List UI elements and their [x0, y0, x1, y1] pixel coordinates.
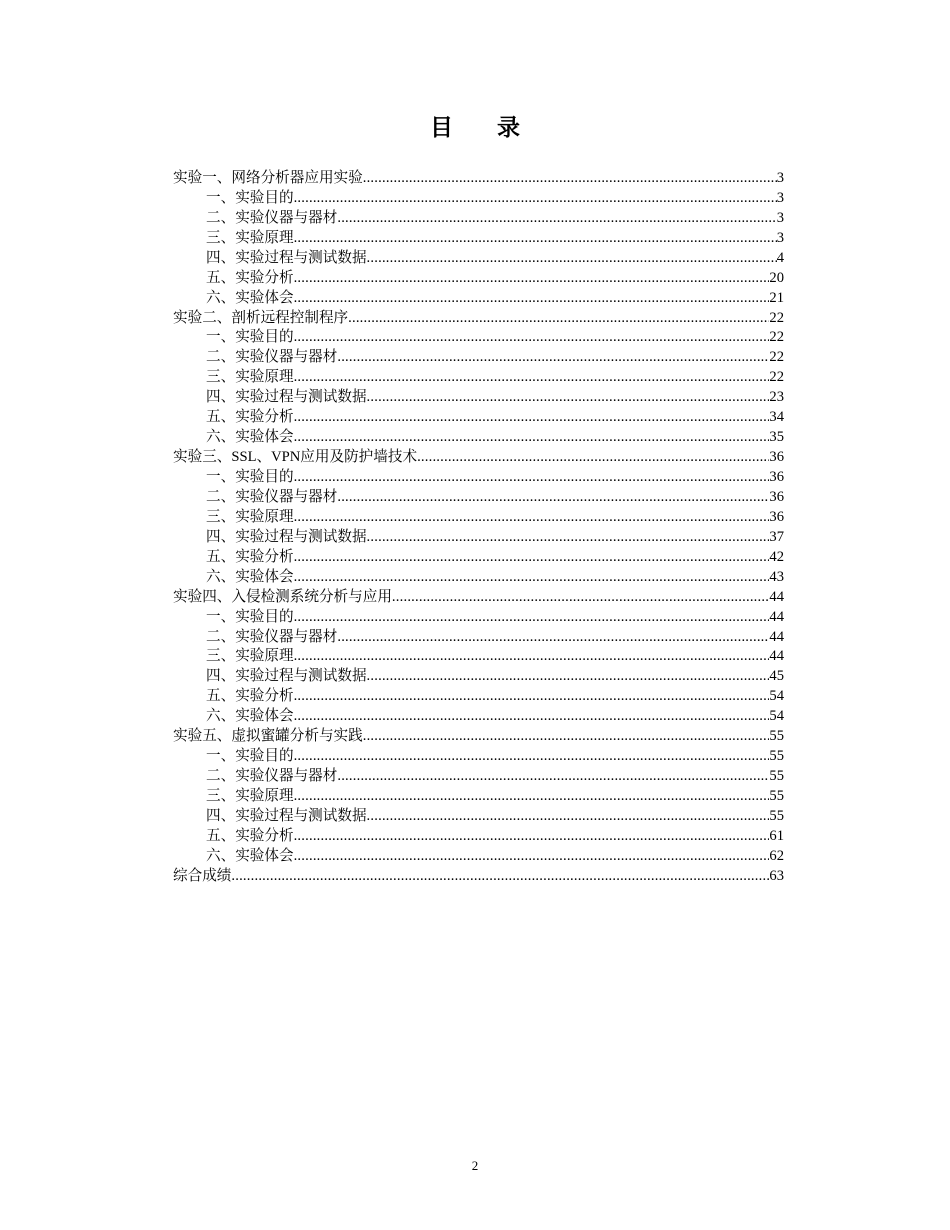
- toc-section-entry[interactable]: [173, 288, 784, 308]
- toc-entry-label: 一、实验目的: [206, 469, 294, 485]
- toc-entry-label: 三、实验原理: [206, 369, 294, 386]
- toc-dot-leader: [294, 428, 770, 447]
- toc-section-entry[interactable]: [173, 746, 784, 766]
- toc-entry-page-number: 62: [769, 847, 784, 864]
- toc-section-entry[interactable]: [173, 188, 784, 208]
- toc-entry-label: 六、实验体会: [206, 429, 294, 446]
- toc-dot-leader: [392, 588, 769, 607]
- toc-entry-page-number: 22: [769, 309, 784, 326]
- toc-dot-leader: [294, 548, 770, 567]
- toc-section-entry[interactable]: [173, 328, 784, 348]
- toc-chapter-entry[interactable]: [173, 447, 784, 467]
- toc-entry-label: 四、实验过程与测试数据: [206, 807, 367, 824]
- toc-entry-label: 一、实验目的: [206, 608, 294, 625]
- toc-dot-leader: [367, 667, 770, 686]
- toc-dot-leader: [294, 647, 770, 666]
- toc-dot-leader: [294, 508, 770, 527]
- toc-section-entry[interactable]: [173, 627, 784, 647]
- toc-entry-page-number: 22: [769, 329, 784, 346]
- toc-entry-label: 实验二、剖析远程控制程序: [173, 309, 349, 326]
- toc-entry-label: 二、实验仪器与器材: [206, 768, 338, 785]
- toc-dot-leader: [294, 328, 770, 347]
- toc-entry-label: 实验四、入侵检测系统分析与应用: [173, 588, 392, 605]
- toc-section-entry[interactable]: [173, 826, 784, 846]
- toc-entry-page-number: 54: [769, 688, 784, 705]
- toc-entry-page-number: 36: [769, 469, 784, 485]
- toc-section-entry[interactable]: [173, 666, 784, 686]
- toc-entry-label: 一、实验目的: [206, 189, 294, 206]
- toc-dot-leader: [294, 408, 770, 427]
- toc-entry-page-number: 55: [769, 748, 784, 765]
- toc-entry-page-number: 44: [769, 628, 784, 645]
- toc-dot-leader: [294, 687, 770, 706]
- toc-entry-page-number: 4: [776, 249, 784, 266]
- toc-section-entry[interactable]: [173, 766, 784, 786]
- toc-entry-label: 六、实验体会: [206, 568, 294, 585]
- toc-entry-label: 实验五、虚拟蜜罐分析与实践: [173, 728, 363, 745]
- toc-chapter-entry[interactable]: [173, 587, 784, 607]
- toc-dot-leader: [294, 568, 770, 587]
- toc-entry-page-number: 43: [769, 568, 784, 585]
- toc-entry-page-number: 36: [769, 508, 784, 525]
- toc-section-entry[interactable]: [173, 647, 784, 667]
- toc-dot-leader: [337, 767, 769, 786]
- toc-dot-leader: [417, 448, 769, 467]
- toc-entry-label: 实验一、网络分析器应用实验: [173, 169, 363, 186]
- toc-dot-leader: [294, 289, 770, 308]
- toc-dot-leader: [367, 249, 777, 268]
- toc-dot-leader: [367, 807, 770, 826]
- toc-entry-page-number: 63: [769, 867, 784, 884]
- toc-entry-page-number: 55: [769, 728, 784, 745]
- toc-section-entry[interactable]: [173, 347, 784, 367]
- toc-entry-page-number: 61: [769, 827, 784, 844]
- toc-dot-leader: [367, 528, 770, 547]
- toc-dot-leader: [367, 388, 770, 407]
- toc-dot-leader: [363, 169, 777, 188]
- toc-entry-label: 二、实验仪器与器材: [206, 628, 338, 645]
- toc-entry-page-number: 44: [769, 588, 784, 605]
- toc-chapter-entry[interactable]: [173, 168, 784, 188]
- toc-entry-page-number: 22: [769, 369, 784, 386]
- toc-entry-page-number: 55: [769, 807, 784, 824]
- toc-dot-leader: [337, 348, 769, 367]
- toc-section-entry[interactable]: [173, 467, 784, 487]
- toc-entry-page-number: 45: [769, 668, 784, 685]
- toc-section-entry[interactable]: [173, 846, 784, 866]
- toc-entry-label: 六、实验体会: [206, 708, 294, 725]
- toc-entry-page-number: 34: [769, 409, 784, 426]
- toc-entry-label: 一、实验目的: [206, 748, 294, 765]
- toc-entry-page-number: 36: [769, 449, 784, 466]
- toc-section-entry[interactable]: [173, 367, 784, 387]
- toc-dot-leader: [337, 488, 769, 507]
- toc-dot-leader: [348, 309, 769, 328]
- toc-section-entry[interactable]: [173, 407, 784, 427]
- toc-section-entry[interactable]: [173, 686, 784, 706]
- toc-section-entry[interactable]: [173, 387, 784, 407]
- toc-entry-label: 四、实验过程与测试数据: [206, 528, 367, 545]
- toc-entry-label: 二、实验仪器与器材: [206, 488, 338, 505]
- toc-entry-label: 二、实验仪器与器材: [206, 209, 338, 226]
- toc-entry-page-number: 20: [769, 269, 784, 286]
- toc-dot-leader: [294, 468, 770, 487]
- table-of-contents: [173, 168, 784, 886]
- toc-entry-page-number: 3: [776, 229, 784, 246]
- toc-dot-leader: [231, 867, 769, 886]
- toc-dot-leader: [294, 189, 777, 208]
- toc-dot-leader: [337, 628, 769, 647]
- toc-entry-label: 三、实验原理: [206, 648, 294, 665]
- toc-entry-label: 二、实验仪器与器材: [206, 349, 338, 366]
- toc-section-entry[interactable]: [173, 527, 784, 547]
- toc-section-entry[interactable]: [173, 706, 784, 726]
- toc-section-entry[interactable]: [173, 208, 784, 228]
- toc-entry-label: 四、实验过程与测试数据: [206, 668, 367, 685]
- toc-entry-label: 六、实验体会: [206, 847, 294, 864]
- toc-chapter-entry[interactable]: [173, 308, 784, 328]
- toc-entry-label: 五、实验分析: [206, 409, 294, 426]
- toc-chapter-entry[interactable]: [173, 726, 784, 746]
- toc-entry-page-number: 37: [769, 528, 784, 545]
- toc-section-entry[interactable]: [173, 547, 784, 567]
- toc-dot-leader: [294, 787, 770, 806]
- toc-section-entry[interactable]: [173, 487, 784, 507]
- toc-entry-page-number: 22: [769, 349, 784, 366]
- toc-entry-label: 六、实验体会: [206, 289, 294, 306]
- toc-dot-leader: [294, 827, 770, 846]
- toc-entry-label: 实验三、SSL、VPN应用及防护墙技术: [173, 449, 418, 466]
- toc-section-entry[interactable]: [173, 567, 784, 587]
- toc-entry-label: 四、实验过程与测试数据: [206, 389, 367, 406]
- toc-dot-leader: [294, 847, 770, 866]
- toc-dot-leader: [294, 747, 770, 766]
- toc-entry-label: 三、实验原理: [206, 508, 294, 525]
- page-number: 2: [471, 1158, 479, 1173]
- toc-entry-page-number: 36: [769, 488, 784, 505]
- toc-entry-label: 三、实验原理: [206, 788, 294, 804]
- toc-entry-page-number: 23: [769, 389, 784, 406]
- toc-chapter-entry[interactable]: [173, 866, 784, 886]
- toc-section-entry[interactable]: [173, 607, 784, 627]
- toc-section-entry[interactable]: [173, 427, 784, 447]
- toc-entry-label: 五、实验分析: [206, 827, 294, 844]
- toc-entry-label: 一、实验目的: [206, 329, 294, 346]
- toc-entry-label: 五、实验分析: [206, 548, 294, 565]
- toc-entry-page-number: 44: [769, 608, 784, 625]
- toc-dot-leader: [294, 269, 770, 288]
- toc-entry-page-number: 3: [776, 209, 784, 226]
- toc-entry-page-number: 42: [769, 548, 784, 565]
- toc-dot-leader: [294, 608, 770, 627]
- toc-entry-label: 综合成绩: [173, 867, 232, 884]
- toc-entry-page-number: 21: [769, 289, 784, 306]
- toc-section-entry[interactable]: [173, 228, 784, 248]
- toc-entry-label: 三、实验原理: [206, 229, 294, 246]
- toc-dot-leader: [337, 209, 776, 228]
- toc-entry-page-number: 3: [776, 189, 784, 206]
- toc-dot-leader: [363, 727, 770, 746]
- toc-entry-page-number: 55: [769, 768, 784, 785]
- toc-entry-page-number: 55: [769, 788, 784, 804]
- toc-dot-leader: [294, 229, 777, 248]
- toc-section-entry[interactable]: [173, 248, 784, 268]
- toc-section-entry[interactable]: [173, 786, 784, 806]
- toc-section-entry[interactable]: [173, 507, 784, 527]
- toc-entry-page-number: 44: [769, 648, 784, 665]
- toc-entry-page-number: 3: [776, 169, 784, 186]
- toc-title: 目录: [430, 115, 564, 141]
- toc-dot-leader: [294, 368, 770, 387]
- toc-entry-page-number: 35: [769, 429, 784, 446]
- toc-entry-page-number: 54: [769, 708, 784, 725]
- toc-entry-label: 五、实验分析: [206, 269, 294, 286]
- toc-dot-leader: [294, 707, 770, 726]
- toc-section-entry[interactable]: [173, 806, 784, 826]
- toc-entry-label: 五、实验分析: [206, 688, 294, 705]
- toc-section-entry[interactable]: [173, 268, 784, 288]
- toc-entry-label: 四、实验过程与测试数据: [206, 249, 367, 266]
